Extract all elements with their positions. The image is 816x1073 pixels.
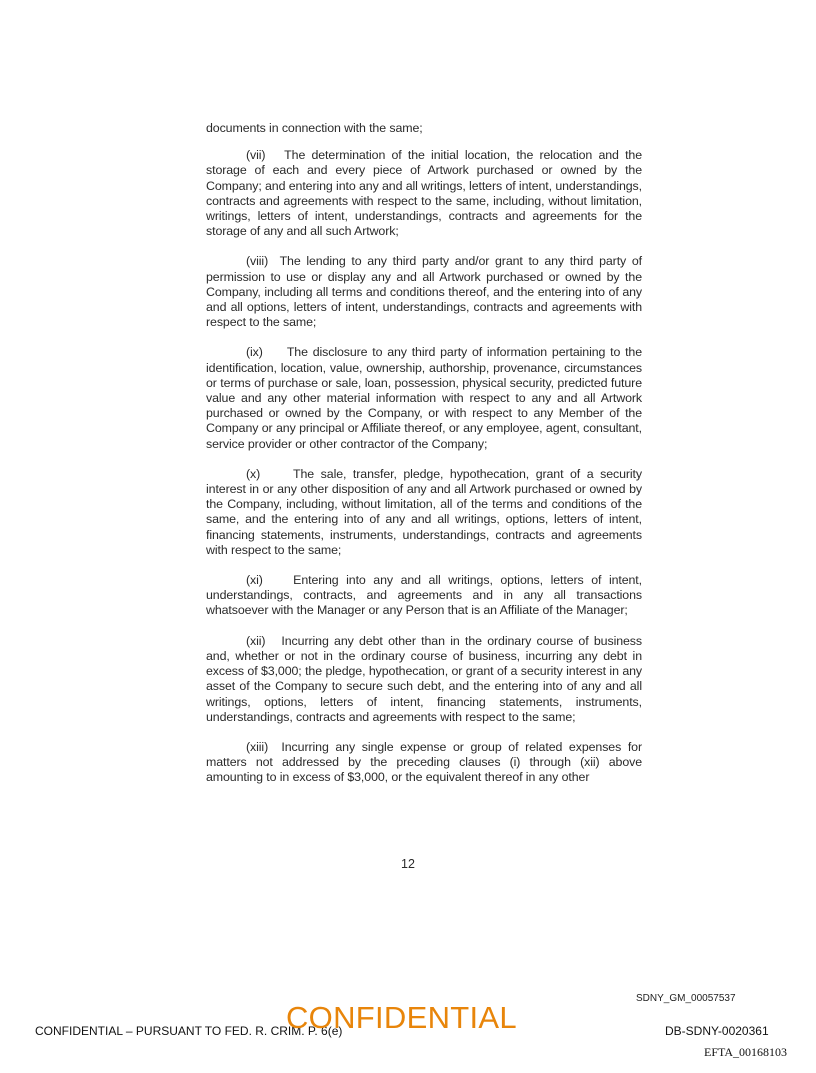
page-number: 12 — [401, 857, 415, 871]
paragraph-clause-xii: (xii) Incurring any debt other than in the ordinary course of business and, whether or not in the ordinary course of business, incurring any debt in excess of $3,000; the pledge, hypothecation, or grant of a security interest in any asset of the Company to secure such debt, and the entering into of any and all writings, options, letters of intent, financing statements, instruments, understandings, contracts and agreements with respect to the same; — [206, 633, 642, 724]
paragraph-clause-x: (x) The sale, transfer, pledge, hypothecation, grant of a security interest in or any other disposition of any and all Artwork purchased or owned by the Company, including, without limitation, all of the terms and conditions of the same, and the entering into of any and all writings, options, letters of intent, financing statements, instruments, understandings, contracts and agreements with respect to the same; — [206, 466, 642, 557]
bates-number-db: DB-SDNY-0020361 — [665, 1024, 769, 1038]
bates-number-sdny: SDNY_GM_00057537 — [636, 993, 736, 1004]
paragraph-continuation: documents in connection with the same; — [206, 121, 423, 135]
confidential-stamp: CONFIDENTIAL — [286, 1000, 517, 1035]
paragraph-clause-vii: (vii) The determination of the initial location, the relocation and the storage of each and every piece of Artwork purchased or owned by the Company; and entering into any and all writings, letters of intent, understandings, contracts and agreements with respect to the same, including, without limitation, writings, letters of intent, understandings, contracts and agreements for the storage of any and all such Artwork; — [206, 148, 642, 239]
paragraph-clause-xi: (xi) Entering into any and all writings, options, letters of intent, understandings, contracts, and agreements and in any all transactions whatsoever with the Manager or any Person that is an Affiliate of the Manager; — [206, 573, 642, 618]
bates-number-efta: EFTA_00168103 — [704, 1045, 788, 1059]
paragraph-clause-ix: (ix) The disclosure to any third party of information pertaining to the identification, location, value, ownership, authorship, provenance, circumstances or terms of purchase or sale, loan, possession, physical security, predicted future value and any other material information with respect to any and all Artwork purchased or owned by the Company, or with respect to any Member of the Company or any principal or Affiliate thereof, or any employee, agent, consultant, service provider or other contractor of the Company; — [206, 345, 642, 451]
confidentiality-notice: CONFIDENTIAL – PURSUANT TO FED. R. CRIM. P. 6(e) — [35, 1024, 343, 1038]
paragraph-clause-viii: (viii) The lending to any third party and/or grant to any third party of permission to use or display any and all Artwork purchased or owned by the Company, including all terms and conditions thereof, and the entering into of any and all options, letters of intent, understandings, contracts and agreements with respect to the same; — [206, 254, 642, 330]
paragraph-clause-xiii: (xiii) Incurring any single expense or group of related expenses for matters not addressed by the preceding clauses (i) through (xii) above amounting to in excess of $3,000, or the equivalent thereof in any other — [206, 739, 642, 785]
document-body — [206, 121, 642, 801]
